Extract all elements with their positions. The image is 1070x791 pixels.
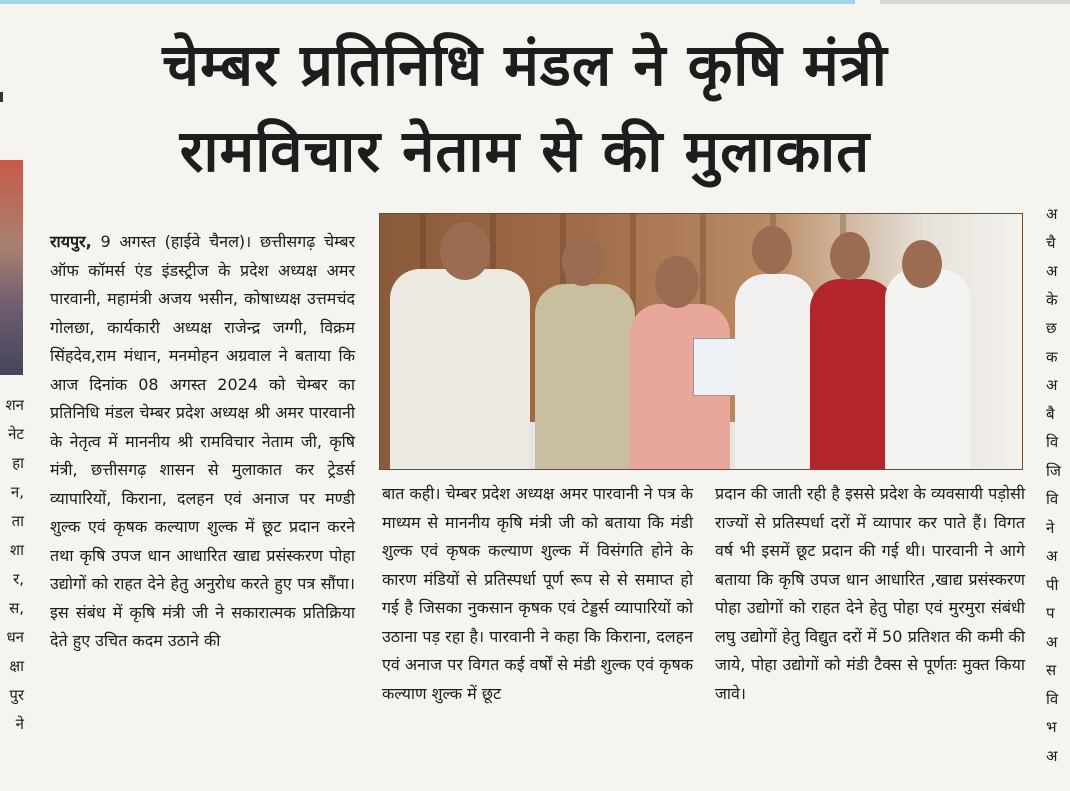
person-1 (390, 269, 530, 469)
right-fragment-text: अ (1046, 262, 1058, 280)
top-color-bar (0, 0, 855, 4)
right-fragment-text: अ (1046, 205, 1058, 223)
top-gray-bar (880, 0, 1070, 4)
right-fragment-text: क (1046, 347, 1058, 366)
left-fragment-text: ता (11, 512, 24, 530)
right-fragment-text: स (1046, 661, 1057, 679)
person-2 (535, 284, 635, 469)
right-fragment-text: अ (1046, 632, 1058, 651)
right-fragment-text: बै (1046, 404, 1055, 423)
right-fragment-text: वि (1046, 490, 1059, 508)
left-fragment-text: पुर (9, 686, 24, 704)
left-fragment-text: शन (5, 396, 24, 414)
news-photo (379, 213, 1023, 470)
right-fragment-text: भ (1046, 718, 1057, 736)
left-fragment-text: स, (9, 599, 24, 617)
article-column-3 (715, 480, 1025, 708)
right-fragment-text: जि (1046, 461, 1062, 480)
right-fragment-text: प (1046, 604, 1055, 622)
headline-line-2: रामविचार नेताम से की मुलाकात (179, 117, 871, 185)
right-fragment-text: अ (1046, 376, 1058, 394)
left-fragment-text: शा (9, 541, 24, 559)
right-fragment-text: के (1046, 290, 1058, 309)
right-fragment-text: पी (1046, 575, 1059, 594)
left-fragment-text: ने (15, 715, 24, 733)
right-column-fragment (1046, 200, 1070, 770)
right-fragment-text: अ (1046, 746, 1058, 765)
article-text-col1: 9 अगस्त (हाईवे चैनल)। छत्तीसगढ़ चेम्बर ऑफ कॉमर्स एंड इंडस्ट्रीज के प्रदेश अध्यक्ष अमर पारवानी, महामंत्री अजय भसीन, कोषाध्यक्ष उत्तमचंद गोलछा, कार्यकारी अध्यक्ष राजेन्द्र जग्गी, विक्रम सिंहदेव,राम मंधान, मनमोहन अग्रवाल ने बताया कि आज दिनांक 08 अगस्त 2024 को चेम्बर का प्रतिनिधि मंडल चेम्बर प्रदेश अध्यक्ष श्री अमर पारवानी के नेतृत्व में माननीय श्री रामविचार नेताम जी, कृषि मंत्री, छत्तीसगढ़ शासन से मुलाकात कर ट्रेडर्स व्यापारियों, किराना, दलहन एवं अनाज पर मण्डी शुल्क एवं कृषक कल्याण शुल्क में छूट प्रदान करने तथा कृषि उपज धान आधारित खाद्य प्रसंस्करण पोहा उद्योगों को राहत देने हेतु अनुरोध करते हुए पत्र सौंपा। इस संबंध में कृषि मंत्री जी ने सकारात्मक प्रतिक्रिया देते हुए उचित कदम उठाने की (50, 232, 355, 650)
left-fragment-text: नेट (8, 425, 24, 443)
left-photo-fragment (0, 160, 23, 375)
headline-line-1: चेम्बर प्रतिनिधि मंडल ने कृषि मंत्री (162, 31, 888, 99)
article-column-1 (50, 228, 355, 656)
article-text-col2: बात कही। चेम्बर प्रदेश अध्यक्ष अमर पारवानी ने पत्र के माध्यम से माननीय कृषि मंत्री जी को बताया कि मंडी शुल्क एवं कृषक कल्याण शुल्क में विसंगति होने के कारण मंडियों से प्रतिस्पर्धा पूर्ण रूप से से समाप्त हो गई है जिसका नुकसान कृषक एवं टेड्डर्स व्यापारियों को उठाना पड़ रहा है। पारवानी ने कहा कि किराना, दलहन एवं अनाज पर विगत कई वर्षों से मंडी शुल्क एवं कृषक कल्याण शुल्क में छूट (382, 484, 693, 703)
right-fragment-text: ने (1046, 518, 1055, 537)
left-fragment-text: हा (12, 454, 24, 472)
article-text-col3: प्रदान की जाती रही है इससे प्रदेश के व्यवसायी पड़ोसी राज्यों से प्रतिस्पर्धा दरों में व्यापार कर पाते हैं। विगत वर्ष भी इसमें छूट प्रदान की गई थी। पारवानी ने आगे बताया कि कृषि उपज धान आधारित ,खाद्य प्रसंस्करण पोहा उद्योगों को राहत देने हेतु पोहा एवं मुरमुरा संबंधी लघु उद्योगों हेतु विद्युत दरों में 50 प्रतिशत की कमी की जाये, पोहा उद्योगों को मंडी टैक्स से पूर्णतः मुक्त किया जावे। (715, 484, 1025, 703)
right-fragment-text: चै (1046, 233, 1056, 252)
right-fragment-text: छ (1046, 319, 1057, 337)
left-fragment-text: क्षा (9, 657, 24, 675)
letter-document (693, 338, 739, 396)
article-column-2 (382, 480, 693, 708)
person-5 (810, 279, 895, 469)
right-fragment-text: वि (1046, 433, 1059, 451)
left-fragment-text: धन (6, 628, 24, 646)
left-edge-mark (0, 92, 3, 102)
person-6 (885, 269, 970, 469)
right-fragment-text: वि (1046, 689, 1059, 708)
left-fragment-text: र, (13, 570, 24, 588)
right-fragment-text: अ (1046, 547, 1058, 565)
left-fragment-text: न, (10, 483, 24, 501)
left-column-fragment (0, 160, 23, 790)
person-4 (735, 274, 815, 469)
dateline: रायपुर, (50, 232, 92, 251)
